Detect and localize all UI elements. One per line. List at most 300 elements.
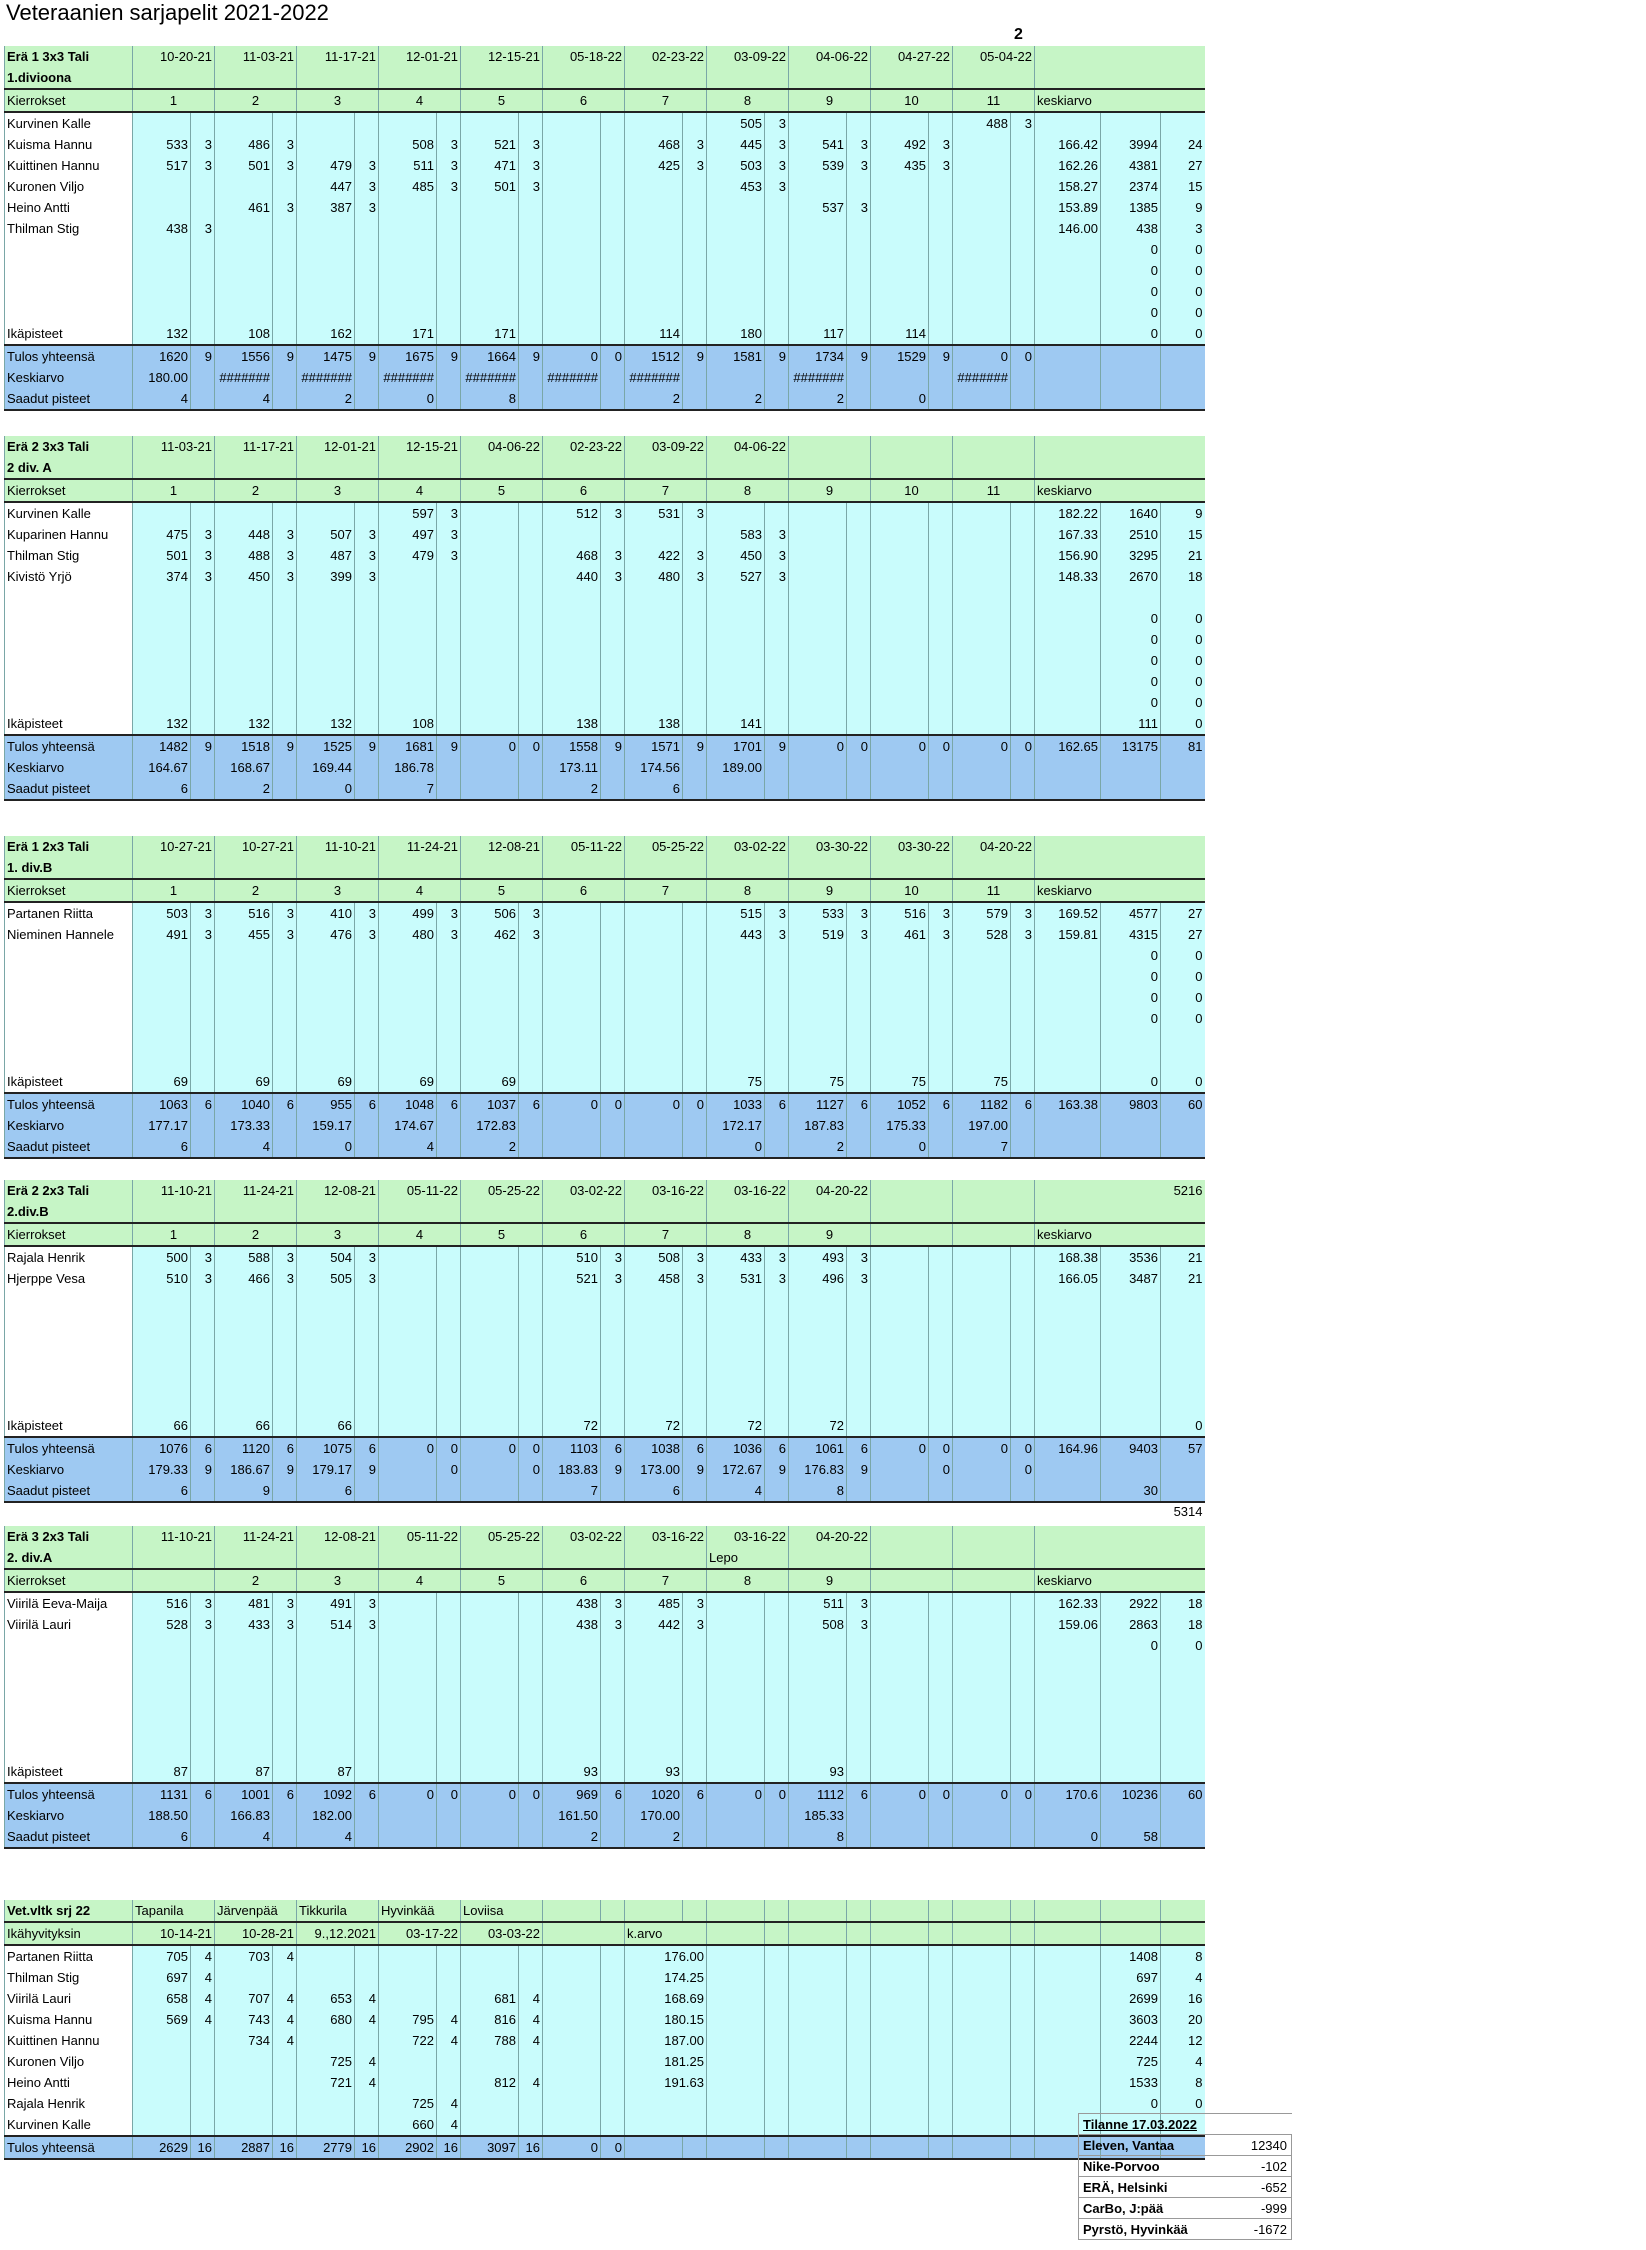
score-cell: [519, 1050, 543, 1071]
score-cell: [789, 1352, 847, 1373]
sum-cell: 3295: [1101, 545, 1161, 566]
score-cell: 510: [543, 1246, 601, 1268]
section-extra: [1035, 436, 1205, 457]
score-cell: 132: [133, 713, 191, 735]
score-cell: [297, 692, 355, 713]
score-cell: 508: [379, 134, 437, 155]
score-cell: [601, 924, 625, 945]
score-cell: 1048: [379, 1093, 437, 1115]
score-cell: [191, 757, 215, 778]
section-name: Erä 2 2x3 Tali: [5, 1180, 133, 1201]
count-cell: [1161, 1050, 1205, 1071]
division-blank: [953, 857, 1035, 879]
sum-cell: 10236: [1101, 1783, 1161, 1805]
division-blank: [789, 1201, 871, 1223]
score-cell: [437, 302, 461, 323]
player-row-label: Thilman Stig: [5, 545, 133, 566]
score-cell: [789, 1289, 847, 1310]
round-date: 03-16-22: [625, 1526, 707, 1547]
score-cell: [461, 1656, 519, 1677]
player-row-label: [5, 1008, 133, 1029]
score-cell: 171: [461, 323, 519, 345]
player-row-label: [5, 945, 133, 966]
score-cell: 6: [625, 778, 683, 800]
score-cell: [765, 1352, 789, 1373]
score-cell: [625, 608, 683, 629]
score-cell: [543, 281, 601, 302]
score-cell: [215, 650, 273, 671]
score-cell: 4: [519, 2030, 543, 2051]
score-cell: 2629: [133, 2136, 191, 2159]
score-cell: 177.17: [133, 1115, 191, 1136]
score-cell: [601, 302, 625, 323]
score-cell: [519, 1967, 543, 1988]
blank-cell: [847, 2114, 871, 2136]
score-cell: [765, 587, 789, 608]
score-cell: 6: [929, 1093, 953, 1115]
blank-cell: [953, 2093, 1011, 2114]
sum-cell: 4315: [1101, 924, 1161, 945]
score-cell: [273, 692, 297, 713]
division-blank: [543, 67, 625, 89]
score-cell: [519, 239, 543, 260]
score-cell: [379, 1331, 437, 1352]
score-cell: [379, 2051, 437, 2072]
score-cell: [765, 239, 789, 260]
round-number: 8: [707, 1223, 789, 1246]
score-cell: [461, 566, 519, 587]
score-cell: 1131: [133, 1783, 191, 1805]
hdr-blank: [929, 1922, 953, 1945]
score-cell: 0: [789, 735, 847, 757]
score-cell: 1512: [625, 345, 683, 367]
division-blank: [953, 1547, 1035, 1569]
round-number: 1: [133, 89, 215, 112]
score-cell: [191, 1635, 215, 1656]
score-cell: 3: [601, 1268, 625, 1289]
score-cell: [1011, 1740, 1035, 1761]
score-cell: [929, 945, 953, 966]
score-cell: [191, 945, 215, 966]
score-cell: 0: [379, 388, 437, 410]
score-cell: [519, 1268, 543, 1289]
score-cell: [601, 2114, 625, 2136]
score-cell: 521: [461, 134, 519, 155]
average-row: [5, 1805, 1205, 1826]
count-cell: 0: [1161, 1415, 1205, 1437]
count-cell: 0: [1161, 629, 1205, 650]
player-row-label: Kurvinen Kalle: [5, 502, 133, 524]
blank-cell: [847, 2051, 871, 2072]
score-cell: [543, 671, 601, 692]
score-cell: [297, 1029, 355, 1050]
score-cell: [133, 2093, 191, 2114]
score-cell: [133, 1331, 191, 1352]
standings-row: [1079, 2198, 1292, 2219]
round-date: 03-16-22: [707, 1526, 789, 1547]
score-cell: [543, 1029, 601, 1050]
score-cell: [683, 524, 707, 545]
score-cell: [953, 778, 1011, 800]
hdr-blank: [847, 1922, 871, 1945]
hdr-blank: [683, 1900, 707, 1922]
score-cell: [953, 388, 1011, 410]
score-cell: [461, 650, 519, 671]
player-row: [5, 155, 1205, 176]
score-cell: 816: [461, 2009, 519, 2030]
blank-cell: [871, 1967, 929, 1988]
vet-average: 181.25: [625, 2051, 707, 2072]
score-cell: [847, 112, 871, 134]
score-cell: [1011, 545, 1035, 566]
score-cell: [191, 1719, 215, 1740]
score-cell: [683, 1289, 707, 1310]
blank-cell: [789, 2030, 847, 2051]
score-cell: [519, 524, 543, 545]
score-cell: [707, 302, 765, 323]
score-cell: 514: [297, 1614, 355, 1635]
score-cell: [683, 1805, 707, 1826]
score-cell: [461, 1826, 519, 1848]
division-name: 1.divioona: [5, 67, 133, 89]
score-cell: [765, 629, 789, 650]
score-cell: [519, 1246, 543, 1268]
score-cell: 531: [707, 1268, 765, 1289]
score-cell: [543, 902, 601, 924]
score-cell: 164.67: [133, 757, 191, 778]
score-cell: 531: [625, 502, 683, 524]
player-row: [5, 281, 1205, 302]
score-cell: 1127: [789, 1093, 847, 1115]
score-cell: [297, 1331, 355, 1352]
score-cell: 6: [1011, 1093, 1035, 1115]
score-cell: [437, 1761, 461, 1783]
score-cell: 6: [297, 1480, 355, 1502]
round-date: 03-16-22: [625, 1180, 707, 1201]
club-name: ERÄ, Helsinki: [1079, 2177, 1228, 2198]
count-cell: [1161, 1761, 1205, 1783]
blank-cell: [929, 1945, 953, 1967]
blank-cell: [625, 2136, 683, 2159]
round-number: 9: [789, 89, 871, 112]
score-cell: 9: [191, 1459, 215, 1480]
average-cell: 162.33: [1035, 1592, 1101, 1614]
rounds-label: Kierrokset: [5, 479, 133, 502]
score-cell: 488: [953, 112, 1011, 134]
total-row: [5, 1437, 1205, 1459]
score-cell: [765, 502, 789, 524]
score-cell: [953, 1719, 1011, 1740]
score-cell: [1011, 1805, 1035, 1826]
player-row: [5, 1740, 1205, 1761]
score-cell: [437, 1310, 461, 1331]
score-cell: [625, 1310, 683, 1331]
score-cell: [871, 260, 929, 281]
score-cell: [273, 239, 297, 260]
score-cell: 0: [871, 1136, 929, 1158]
vet-count: 8: [1161, 1945, 1205, 1967]
blank-cell: [847, 1967, 871, 1988]
vet-player-row: [5, 2051, 1205, 2072]
score-cell: [297, 2114, 355, 2136]
score-cell: 3: [191, 566, 215, 587]
sum-cell: 438: [1101, 218, 1161, 239]
score-cell: 0: [379, 1783, 437, 1805]
score-cell: [765, 1698, 789, 1719]
score-cell: [707, 1331, 765, 1352]
score-cell: [601, 112, 625, 134]
score-cell: [273, 945, 297, 966]
score-cell: [789, 966, 847, 987]
round-date: [953, 1526, 1035, 1547]
vet-player-name: Kurvinen Kalle: [5, 2114, 133, 2136]
score-cell: 138: [625, 713, 683, 735]
round-number: 9: [789, 879, 871, 902]
score-cell: 4: [355, 1988, 379, 2009]
score-cell: 6: [355, 1783, 379, 1805]
score-cell: [953, 1614, 1011, 1635]
score-cell: 4: [437, 2114, 461, 2136]
score-cell: 4: [215, 1826, 273, 1848]
player-row: [5, 1592, 1205, 1614]
round-date: 05-11-22: [543, 836, 625, 857]
score-cell: [437, 945, 461, 966]
score-cell: [683, 260, 707, 281]
blank-cell: [765, 2072, 789, 2093]
score-cell: [543, 388, 601, 410]
standings-row: [1079, 2177, 1292, 2198]
score-cell: [789, 1677, 847, 1698]
score-cell: 445: [707, 134, 765, 155]
score-cell: [601, 134, 625, 155]
score-cell: 173.33: [215, 1115, 273, 1136]
score-cell: 471: [461, 155, 519, 176]
score-cell: [273, 1115, 297, 1136]
score-cell: [707, 1029, 765, 1050]
score-cell: [929, 1373, 953, 1394]
club-name: Eleven, Vantaa: [1079, 2135, 1228, 2156]
sum-cell: 9403: [1101, 1437, 1161, 1459]
score-cell: 488: [215, 545, 273, 566]
score-cell: [953, 323, 1011, 345]
score-cell: [929, 778, 953, 800]
score-cell: [953, 502, 1011, 524]
score-cell: [133, 302, 191, 323]
score-cell: 0: [871, 735, 929, 757]
score-cell: [273, 260, 297, 281]
sum-cell: 0: [1101, 281, 1161, 302]
score-cell: 3: [765, 1268, 789, 1289]
count-cell: 21: [1161, 545, 1205, 566]
count-cell: 21: [1161, 1246, 1205, 1268]
score-cell: [215, 1698, 273, 1719]
score-cell: 499: [379, 902, 437, 924]
score-cell: [789, 112, 847, 134]
score-cell: [191, 1050, 215, 1071]
score-cell: [1011, 502, 1035, 524]
score-cell: 8: [789, 1480, 847, 1502]
score-cell: [273, 650, 297, 671]
score-cell: [625, 692, 683, 713]
spacer-cell: [601, 1502, 625, 1519]
score-cell: [625, 239, 683, 260]
score-cell: 955: [297, 1093, 355, 1115]
total-row-label: Tulos yhteensä: [5, 345, 133, 367]
hdr-blank: [707, 1900, 765, 1922]
score-cell: 510: [133, 1268, 191, 1289]
standings-header-row: [1079, 2114, 1292, 2135]
score-cell: [379, 1592, 437, 1614]
score-cell: [929, 260, 953, 281]
vet-sum: 2244: [1101, 2030, 1161, 2051]
score-cell: #######: [543, 367, 601, 388]
score-cell: 579: [953, 902, 1011, 924]
count-cell: 0: [1161, 260, 1205, 281]
player-row: [5, 218, 1205, 239]
score-cell: [789, 1394, 847, 1415]
score-cell: [1011, 218, 1035, 239]
score-cell: [519, 778, 543, 800]
blank-cell: [765, 1967, 789, 1988]
score-cell: [519, 671, 543, 692]
player-row-label: [5, 987, 133, 1008]
score-cell: [543, 2030, 601, 2051]
score-cell: [215, 987, 273, 1008]
vet-player-row: [5, 1945, 1205, 1967]
score-cell: 1675: [379, 345, 437, 367]
score-cell: [953, 1677, 1011, 1698]
score-cell: [871, 524, 929, 545]
vet-average: 180.15: [625, 2009, 707, 2030]
score-cell: [133, 1394, 191, 1415]
player-row: [5, 608, 1205, 629]
score-cell: 9: [273, 1459, 297, 1480]
score-cell: 442: [625, 1614, 683, 1635]
score-cell: [461, 112, 519, 134]
score-cell: [707, 218, 765, 239]
division-blank: [297, 1201, 379, 1223]
division-blank: [625, 1201, 707, 1223]
score-cell: [871, 1656, 929, 1677]
score-cell: [519, 1945, 543, 1967]
score-cell: [437, 692, 461, 713]
average-row: [5, 367, 1205, 388]
score-cell: [461, 608, 519, 629]
sum-cell: 1640: [1101, 502, 1161, 524]
score-cell: [765, 1415, 789, 1437]
score-cell: 3: [191, 1614, 215, 1635]
blank-cell: [789, 2136, 847, 2159]
score-cell: [191, 629, 215, 650]
score-cell: 734: [215, 2030, 273, 2051]
score-cell: [437, 388, 461, 410]
sum-cell: [1101, 1136, 1161, 1158]
score-cell: [683, 1136, 707, 1158]
score-cell: [379, 1698, 437, 1719]
score-cell: [953, 1246, 1011, 1268]
average-cell: [1035, 671, 1101, 692]
average-cell: [1035, 112, 1101, 134]
score-cell: [847, 1029, 871, 1050]
round-date: 05-18-22: [543, 46, 625, 67]
score-cell: [191, 650, 215, 671]
score-cell: [461, 2114, 519, 2136]
round-number: 3: [297, 89, 379, 112]
score-cell: [355, 1136, 379, 1158]
score-cell: [789, 1698, 847, 1719]
score-cell: 1037: [461, 1093, 519, 1115]
score-cell: 3: [601, 545, 625, 566]
score-cell: [765, 608, 789, 629]
score-cell: [461, 1805, 519, 1826]
score-cell: [953, 545, 1011, 566]
average-cell: 159.06: [1035, 1614, 1101, 1635]
average-cell: [1035, 260, 1101, 281]
vet-title: Vet.vltk srj 22: [5, 1900, 133, 1922]
score-cell: 3: [355, 1592, 379, 1614]
score-cell: [765, 966, 789, 987]
vet-average: [625, 2114, 707, 2136]
score-cell: [1011, 1029, 1035, 1050]
score-cell: 501: [461, 176, 519, 197]
score-cell: [707, 966, 765, 987]
score-cell: [191, 1352, 215, 1373]
round-date: 04-20-22: [789, 1180, 871, 1201]
round-date: 12-08-21: [297, 1180, 379, 1201]
score-cell: [789, 650, 847, 671]
score-cell: [543, 260, 601, 281]
score-cell: [765, 713, 789, 735]
score-cell: [215, 945, 273, 966]
count-cell: [1161, 1740, 1205, 1761]
score-cell: [847, 1635, 871, 1656]
score-cell: [273, 2051, 297, 2072]
score-cell: [625, 1677, 683, 1698]
division-blank: [133, 457, 215, 479]
score-cell: [379, 1988, 437, 2009]
score-cell: [273, 367, 297, 388]
score-cell: [519, 1826, 543, 1848]
score-cell: 487: [297, 545, 355, 566]
score-cell: 703: [215, 1945, 273, 1967]
spacer-cell: [625, 1502, 683, 1519]
player-row: [5, 629, 1205, 650]
score-cell: 3: [437, 902, 461, 924]
score-cell: [519, 1740, 543, 1761]
round-date: 02-23-22: [543, 436, 625, 457]
score-cell: 443: [707, 924, 765, 945]
division-blank: [461, 1201, 543, 1223]
score-cell: [707, 1310, 765, 1331]
score-cell: [543, 587, 601, 608]
score-cell: [601, 1967, 625, 1988]
section-extra: [1035, 46, 1205, 67]
score-cell: 435: [871, 155, 929, 176]
division-blank: [133, 67, 215, 89]
blank-cell: [953, 1967, 1011, 1988]
score-cell: 182.00: [297, 1805, 355, 1826]
sum-cell: 0: [1101, 1008, 1161, 1029]
score-cell: 539: [789, 155, 847, 176]
score-cell: 3: [847, 197, 871, 218]
score-cell: 174.56: [625, 757, 683, 778]
hdr-blank: [953, 1900, 1011, 1922]
score-cell: 508: [625, 1246, 683, 1268]
score-cell: [789, 1719, 847, 1740]
score-cell: [379, 1740, 437, 1761]
score-cell: 69: [133, 1071, 191, 1093]
score-cell: [929, 692, 953, 713]
